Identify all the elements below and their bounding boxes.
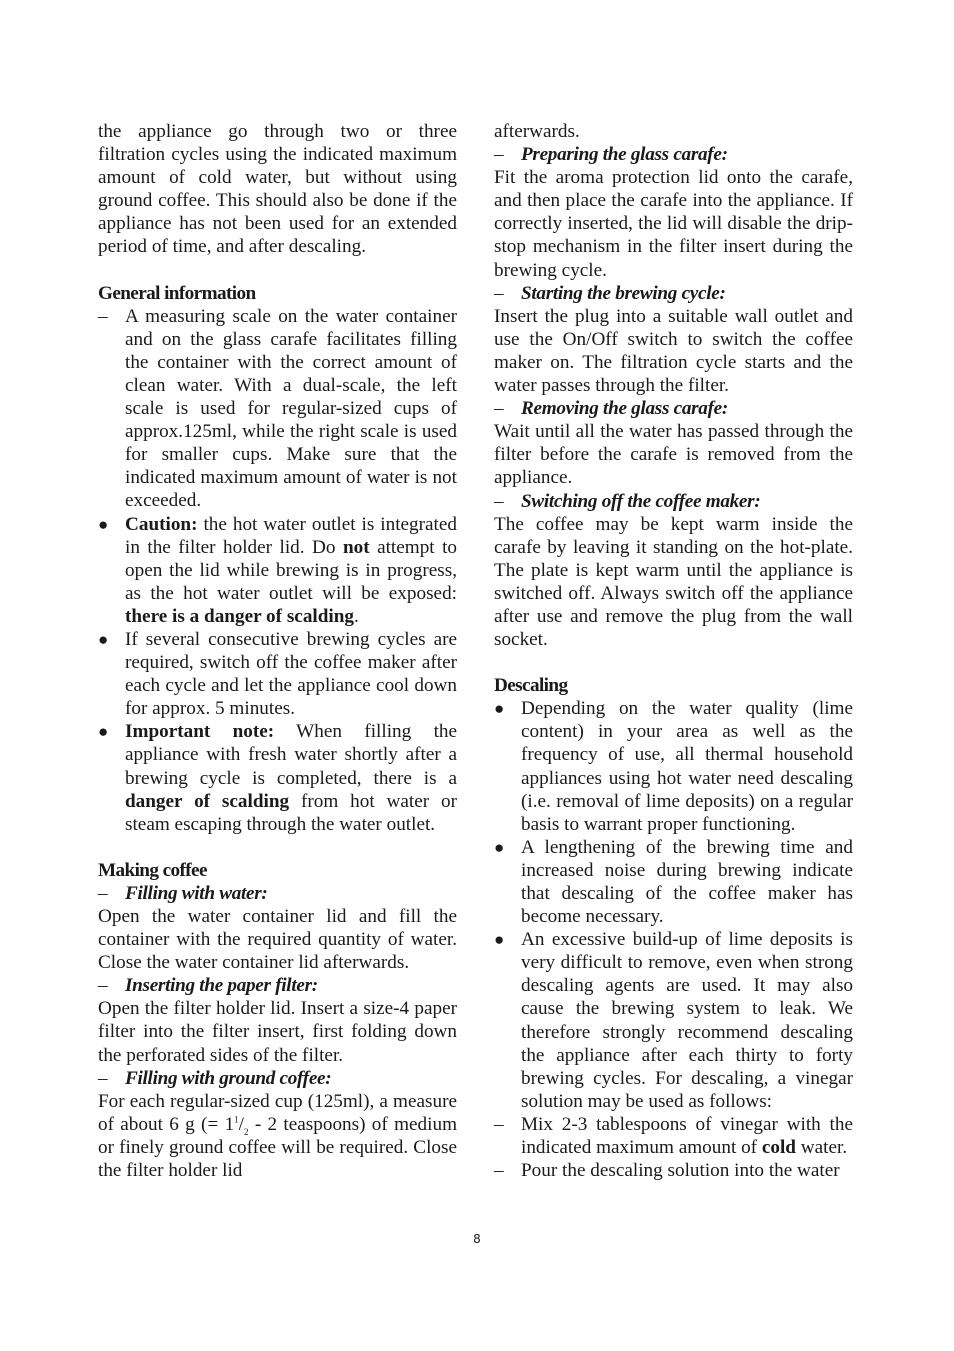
paper-filter-paragraph: Open the filter holder lid. Insert a size-4 paper filter into the filter insert, first folding down the perforated sides of the filter. bbox=[98, 998, 457, 1066]
list-item: – A measuring scale on the water container and on the glass carafe facilitates filling the container with the correct amount of clean water. With a dual-scale, the left scale is used for regular-sized cups of approx.125ml, while the right scale is used for smaller cups. Make sure that the indicated maximum amount of water is not exceeded. bbox=[98, 305, 457, 512]
list-item: ● A lengthening of the brewing time and increased noise during brewing indicate that descaling of the coffee maker has become necessary. bbox=[494, 836, 853, 928]
list-item: – Mix 2-3 tablespoons of vinegar with the indicated maximum amount of cold water. bbox=[494, 1113, 853, 1159]
left-column bbox=[98, 120, 457, 1182]
removing-paragraph: Wait until all the water has passed through the filter before the carafe is removed from the appliance. bbox=[494, 421, 853, 489]
list-item: ● Caution: the hot water outlet is integrated in the filter holder lid. Do not attempt to open the lid while brewing is in progress, as the hot water outlet will be exposed: there is a danger of scalding. bbox=[98, 513, 457, 627]
filling-water-subheading: – Filling with water: bbox=[98, 882, 268, 904]
general-information-heading: General information bbox=[98, 282, 256, 304]
list-item: ● If several consecutive brewing cycles are required, switch off the coffee maker after each cycle and let the appliance cool down for approx. 5 minutes. bbox=[98, 628, 457, 720]
ground-coffee-subheading: – Filling with ground coffee: bbox=[98, 1067, 332, 1089]
making-coffee-heading: Making coffee bbox=[98, 859, 207, 881]
descaling-heading: Descaling bbox=[494, 675, 568, 697]
brewing-paragraph: Insert the plug into a suitable wall outlet and use the On/Off switch to switch the coffee maker on. The filtration cycle starts and the water passes through the filter. bbox=[494, 305, 853, 397]
continued-text: afterwards. bbox=[494, 121, 580, 142]
ground-coffee-paragraph: For each regular-sized cup (125ml), a measure of about 6 g (= $1^1/_2 - 2$ teaspoons) of medium or finely ground coffee will be required. Close the filter holder lid bbox=[98, 1090, 457, 1182]
list-item: ● Depending on the water quality (lime content) in your area as well as the frequency of use, all thermal household appliances using hot water need descaling (i.e. removal of lime deposits) on a regular basis to warrant proper functioning. bbox=[494, 698, 853, 835]
carafe-subheading: – Preparing the glass carafe: bbox=[494, 144, 728, 166]
carafe-paragraph: Fit the aroma protection lid onto the carafe, and then place the carafe into the appliance. If correctly inserted, the lid will disable the drip-stop mechanism in the filter insert during the brewing cycle. bbox=[494, 167, 853, 281]
switching-paragraph: The coffee may be kept warm inside the carafe by leaving it standing on the hot-plate. The plate is kept warm until the appliance is switched off. Always switch off the appliance after use and remove the plug from the wall socket. bbox=[494, 513, 853, 651]
removing-subheading: – Removing the glass carafe: bbox=[494, 398, 728, 420]
right-column bbox=[494, 120, 853, 1182]
intro-paragraph: the appliance go through two or three filtration cycles using the indicated maximum amount of cold water, but without using ground coffee. This should also be done if the appliance has not been used for an extended period of time, and after descaling. bbox=[98, 121, 457, 258]
page-number: 8 bbox=[473, 1232, 481, 1246]
brewing-subheading: – Starting the brewing cycle: bbox=[494, 282, 726, 304]
switching-subheading: – Switching off the coffee maker: bbox=[494, 490, 761, 512]
paper-filter-subheading: – Inserting the paper filter: bbox=[98, 975, 318, 997]
list-item: – Pour the descaling solution into the water bbox=[494, 1160, 840, 1182]
filling-water-paragraph: Open the water container lid and fill the container with the required quantity of water. Close the water container lid afterwards. bbox=[98, 906, 457, 974]
list-item: ● Important note: When filling the appliance with fresh water shortly after a brewing cycle is completed, there is a danger of scalding from hot water or steam escaping through the water outlet. bbox=[98, 721, 458, 835]
list-item: ● An excessive build-up of lime deposits is very difficult to remove, even when strong descaling agents are used. It may also cause the brewing system to leak. We therefore strongly recommend descaling the appliance after each thirty to forty brewing cycles. For descaling, a vinegar solution may be used as follows: bbox=[494, 929, 853, 1112]
